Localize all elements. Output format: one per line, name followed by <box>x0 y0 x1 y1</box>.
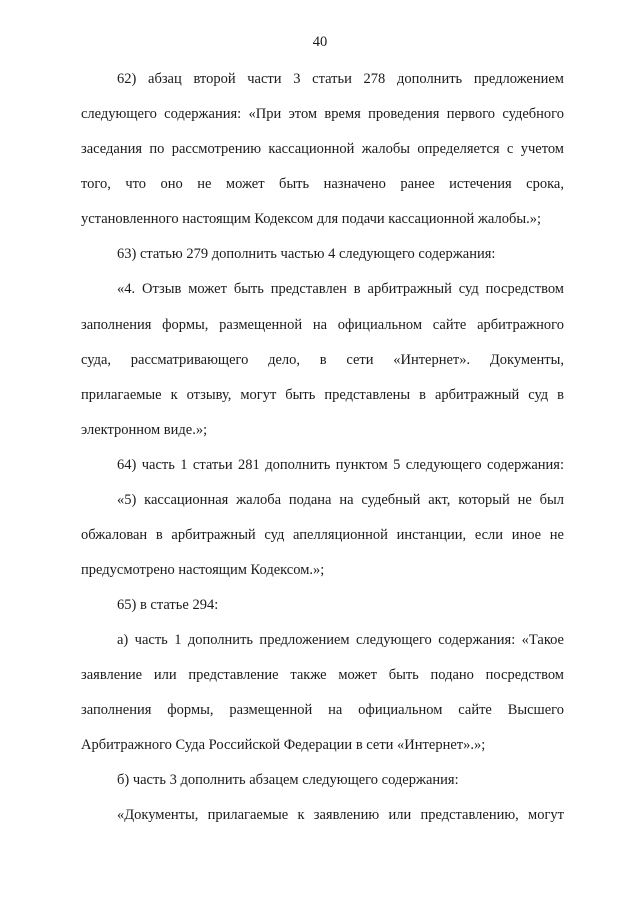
text-line: 62) абзац второй части 3 статьи 278 дополнить предложением <box>117 71 564 87</box>
text-line: суда, рассматривающего дело, в сети «Интернет». Документы, <box>81 352 564 368</box>
text-line: обжалован в арбитражный суд апелляционной инстанции, если иное не <box>81 527 564 543</box>
text-line: электронном виде.»; <box>81 422 208 438</box>
text-line: 63) статью 279 дополнить частью 4 следующего содержания: <box>117 246 496 262</box>
text-line: «4. Отзыв может быть представлен в арбитражный суд посредством <box>117 281 564 297</box>
text-line: «5) кассационная жалоба подана на судебный акт, который не был <box>117 492 564 508</box>
text-line: заявление или представление также может быть подано посредством <box>81 667 564 683</box>
text-line: 65) в статье 294: <box>117 597 219 613</box>
text-line: Арбитражного Суда Российской Федерации в сети «Интернет».»; <box>81 737 486 753</box>
text-line: «Документы, прилагаемые к заявлению или представлению, могут <box>117 807 564 823</box>
text-line: 64) часть 1 статьи 281 дополнить пунктом 5 следующего содержания: <box>117 457 564 473</box>
text-line: б) часть 3 дополнить абзацем следующего содержания: <box>117 772 459 788</box>
text-line: заполнения формы, размещенной на официальном сайте Высшего <box>81 702 564 718</box>
text-line: заполнения формы, размещенной на официальном сайте арбитражного <box>81 317 564 333</box>
text-line: предусмотрено настоящим Кодексом.»; <box>81 562 325 578</box>
text-line: установленного настоящим Кодексом для подачи кассационной жалобы.»; <box>81 211 542 227</box>
text-line: следующего содержания: «При этом время проведения первого судебного <box>81 106 564 122</box>
text-line: заседания по рассмотрению кассационной жалобы определяется с учетом <box>81 141 564 157</box>
text-line: того, что оно не может быть назначено ранее истечения срока, <box>81 176 564 192</box>
text-line: прилагаемые к отзыву, могут быть представлены в арбитражный суд в <box>81 387 564 403</box>
text-line: а) часть 1 дополнить предложением следующего содержания: «Такое <box>117 632 564 648</box>
page-number: 40 <box>312 34 328 50</box>
